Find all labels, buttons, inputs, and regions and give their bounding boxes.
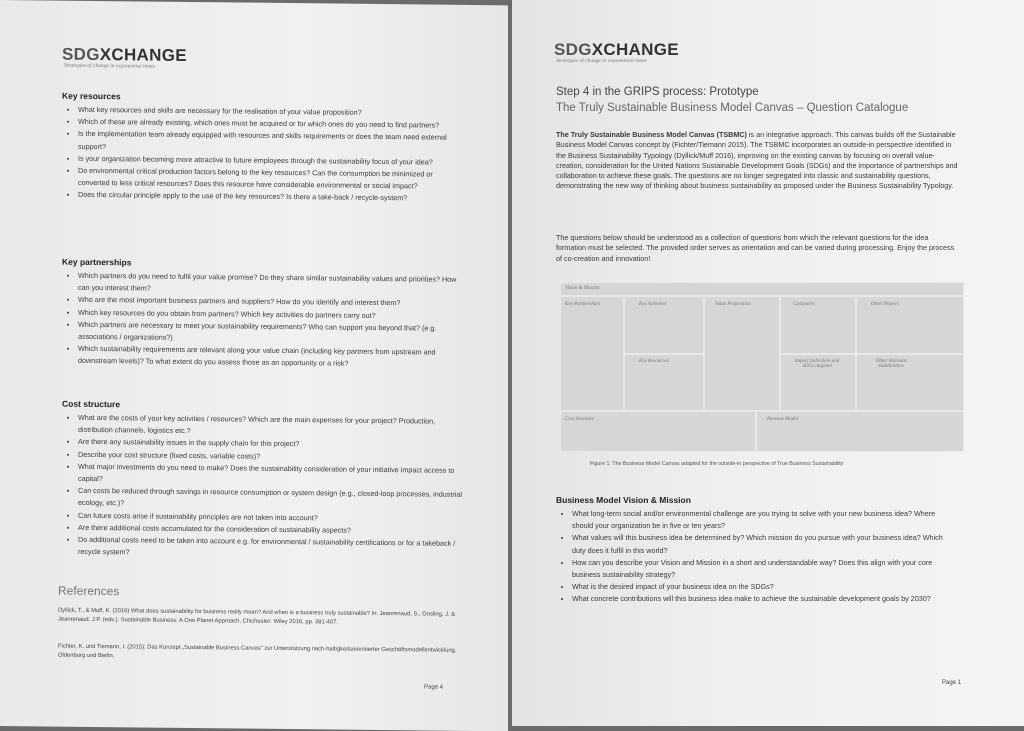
cell-label: Cost Structure (565, 417, 594, 422)
canvas-cell-value-proposition (704, 296, 780, 411)
list-item: • Who are the most important business partners and suppliers? How do you identify and interest them? (78, 294, 462, 310)
list-item: • Do environmental critical production factors belong to the key resources? Can the consumption be minimized or converted to less critical resources? Does this resource have considerable environmental or social impact? (78, 165, 462, 193)
section-title: Key resources (62, 90, 121, 102)
tagline: Strategies of change in exponential times (556, 58, 647, 64)
list-item: • What key resources and skills are necessary for the realisation of your value proposition? (78, 104, 462, 120)
cell-label: Key Activities (639, 302, 667, 307)
list-item: • Are there additional costs accumulated for the consideration of sustainability aspects? (78, 522, 462, 538)
list-item: • Are there any sustainability issues in the supply chain for this project? (78, 436, 462, 452)
cell-label: Customers (793, 302, 815, 307)
list-item: • Can future costs arise if sustainability principles are not taken into account? (78, 509, 462, 525)
cell-label: Vision & Mission (565, 286, 600, 291)
canvas-cell-key-activities (624, 296, 704, 354)
question-list (62, 270, 462, 372)
canvas-cell-vision (560, 282, 964, 296)
canvas-cell-other-players (856, 296, 964, 354)
reference-item: Dyllick, T., & Muff, K. (2016) What does sustainability for business really mean? And when is a business truly sustainable? In: Jeanrenaud, S., Gosling, J. & Jeanrenaud, J.P. (eds.). Sustainable Business: A One Planet Approach, Chichester: Wiley 2016, pp. 381-407. (58, 607, 456, 626)
section-title: Key partnerships (62, 256, 132, 268)
cell-label: Key Partnerships (565, 302, 600, 307)
business-model-canvas (560, 282, 964, 452)
question-list (62, 412, 462, 563)
canvas-cell-cost-structure (560, 411, 756, 452)
list-item: • Can costs be reduced through savings in resource consumption or system design (e.g., closed-loop processes, industrial ecology, etc.)? (78, 485, 462, 513)
logo: SDGXCHANGE (62, 44, 187, 65)
selection-paragraph: The questions below should be understood as a collection of questions from which the relevant questions for the idea formation must be selected. The provided order serves as orientation and can be varied during processing. Enjoy the process of co-creation and innovation! (556, 233, 955, 263)
list-item: • What are the costs of your key activities / resources? Which are the main expenses for your project? Production, distribution channels, logistics etc.? (78, 412, 462, 440)
cell-label: Key Resources (639, 359, 669, 364)
cell-label: Impact Indicators and SDGs targeted (794, 359, 840, 369)
canvas-cell-impact-indicators (780, 354, 856, 411)
page-title: Step 4 in the GRIPS process: Prototype (556, 86, 759, 98)
figure-caption: Figure 1: The Business Model Canvas adapted for the outside-in perspective of True Business Sustainability (590, 461, 844, 467)
tagline: Strategies of change in exponential times (64, 62, 155, 70)
canvas-cell-customers (780, 296, 856, 354)
intro-bold: The Truly Sustainable Business Model Canvas (TSBMC) (556, 130, 747, 139)
list-item: • Does the circular principle apply to the use of the key resources? Is there a take-back / recycle-system? (78, 189, 462, 205)
list-item: • Describe your cost structure (fixed costs, variable costs)? (78, 448, 462, 464)
cost-structure-section (62, 399, 462, 563)
canvas-cell-revenue-model (756, 411, 964, 452)
canvas-cell-key-resources (624, 354, 704, 411)
question-list (62, 104, 462, 206)
vision-mission-section (556, 495, 958, 606)
key-resources-section (62, 91, 462, 206)
question-list (556, 508, 958, 606)
canvas-cell-other-stakeholders (856, 354, 964, 411)
intro-paragraph (556, 130, 958, 192)
page-number: Page 1 (942, 680, 962, 686)
canvas-cell-key-partnerships (560, 296, 624, 411)
references-title: References (58, 583, 120, 599)
list-item: • Is the implementation team already equipped with resources and skills requirements or does the team need external support? (78, 128, 462, 156)
logo: SDGXCHANGE (554, 40, 679, 59)
left-page (0, 0, 508, 731)
page-subtitle: The Truly Sustainable Business Model Canvas – Question Catalogue (556, 102, 909, 114)
list-item: • Which partners do you need to fulfil your value promise? Do they share similar sustainability values and priorities? How can you interest them? (78, 270, 462, 298)
list-item: • What long-term social and/or environmental challenge are you trying to solve with your new business idea? Where should your organization be in five or ten years? (572, 508, 958, 532)
list-item: • Do additional costs need to be taken into account e.g. for environmental / sustainability certifications or for a takeback / recycle system? (78, 534, 462, 562)
reference-item: Fichter, K. und Tiemann, I. (2015): Das Konzept „Sustainable Business Canvas" zur Unterstützung nach-haltigkeitsorientierter Geschäftsmodellentwicklung, Oldenburg und Berlin. (58, 643, 457, 659)
list-item: • What is the desired impact of your business idea on the SDGs? (572, 581, 958, 593)
list-item: • What major investments do you need to make? Does the sustainability consideration of your initiative impact access to capital? (78, 461, 462, 489)
intro-text: is an integrative approach. This canvas builds off the Sustainable Business Model Canvas concept by (Fichter/Tiemann 2015). The TSBMC incorporates an outside-in perspective identified in the Business Sustainability Typology (Dyllick/Muff 2016), improving on the existing canvas by focusing on overall value-creation, consideration for the United Nations Sustainable Development Goals (SDGs) and the importance of partnerships and collaboration to achieve these goals. The questions are no longer segregated into classic and sustainability questions, demonstrating the new way of thinking about business sustainability as proposed under the Business Sustainability Typology. (556, 130, 958, 191)
cell-label: Value Proposition (715, 302, 751, 307)
cell-label: Other Players (871, 302, 900, 307)
list-item: • What values will this business idea be determined by? Which mission do you pursue with your business idea? Which duty does it fulfil in this world? (572, 532, 958, 556)
list-item: • Which key resources do you obtain from partners? Which key activities do partners carry out? (78, 306, 462, 322)
section-title: Cost structure (62, 398, 121, 410)
list-item: • How can you describe your Vision and Mission in a short and understandable way? Does this align with your core business sustainability strategy? (572, 557, 958, 581)
list-item: • Which of these are already existing, which ones must be acquired or for which ones do you need to find partners? (78, 116, 462, 132)
cell-label: Other Relevant Stakeholders (875, 359, 907, 369)
list-item: • Which sustainability requirements are relevant along your value chain (including key partners from upstream and downstream levels)? To what extent do you assess those as an opportunity or a risk? (78, 343, 462, 371)
cell-label: Revenue Model (767, 417, 798, 422)
list-item: • Which partners are necessary to meet your sustainability requirements? Who can support you beyond that? (e.g. associations / organizations?) (78, 319, 462, 347)
page-number: Page 4 (424, 684, 444, 691)
list-item: • What concrete contributions will this business idea make to achieve the sustainable development goals by 2030? (572, 593, 958, 605)
key-partnerships-section (62, 257, 462, 372)
section-title: Business Model Vision & Mission (556, 495, 691, 505)
list-item: • Is your organization becoming more attractive to future employees through the sustainability focus of your idea? (78, 153, 462, 169)
